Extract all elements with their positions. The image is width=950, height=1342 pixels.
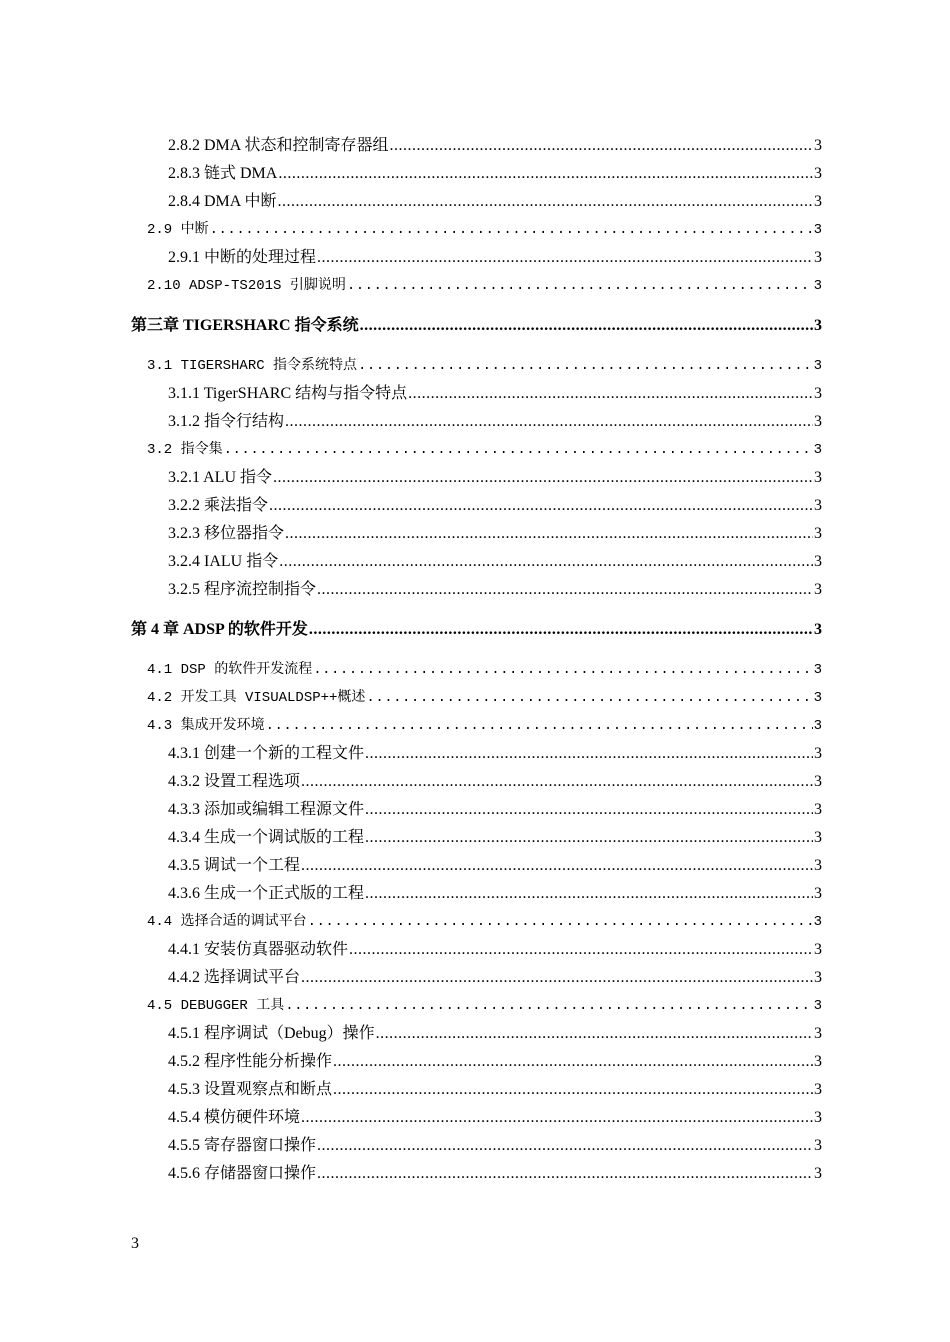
toc-dot-leader <box>285 410 813 434</box>
toc-dot-leader <box>308 910 813 934</box>
toc-entry[interactable] <box>131 314 822 338</box>
toc-entry[interactable] <box>147 218 822 242</box>
toc-entry-page: 3 <box>814 1081 822 1098</box>
toc-entry-page: 3 <box>814 385 822 402</box>
toc-dot-leader <box>317 1134 813 1158</box>
toc-entry-title: 2.9.1 中断的处理过程 <box>168 249 317 266</box>
toc-entry[interactable] <box>168 770 822 794</box>
toc-entry[interactable] <box>147 994 822 1018</box>
toc-entry-page: 3 <box>814 553 822 570</box>
toc-dot-leader <box>365 798 813 822</box>
toc-entry-title: 3.2.1 ALU 指令 <box>168 469 273 486</box>
toc-dot-leader <box>408 382 813 406</box>
toc-entry-title: 4.3 集成开发环境 <box>147 718 265 734</box>
toc-dot-leader <box>285 994 812 1018</box>
toc-entry-title: 4.5 DEBUGGER 工具 <box>147 998 285 1014</box>
toc-entry-page: 3 <box>814 1137 822 1154</box>
toc-entry[interactable] <box>168 162 822 186</box>
toc-entry-title: 4.3.6 生成一个正式版的工程 <box>168 885 365 902</box>
toc-entry-title: 4.5.6 存储器窗口操作 <box>168 1165 317 1182</box>
toc-entry-title: 3.2 指令集 <box>147 442 223 458</box>
toc-entry-page: 3 <box>813 690 822 706</box>
toc-entry-page: 3 <box>814 621 822 638</box>
toc-entry-title: 4.4.1 安装仿真器驱动软件 <box>168 941 349 958</box>
toc-entry-page: 3 <box>814 885 822 902</box>
toc-dot-leader <box>317 578 813 602</box>
toc-entry[interactable] <box>168 134 822 158</box>
toc-dot-leader <box>309 618 813 642</box>
toc-dot-leader <box>365 742 813 766</box>
toc-dot-leader <box>279 550 813 574</box>
toc-entry[interactable] <box>147 354 822 378</box>
toc-entry-page: 3 <box>813 718 822 734</box>
toc-entry-title: 4.2 开发工具 VISUALDSP++概述 <box>147 690 366 706</box>
toc-entry-page: 3 <box>813 278 822 294</box>
toc-entry-title: 3.2.4 IALU 指令 <box>168 553 279 570</box>
toc-dot-leader <box>210 218 813 242</box>
toc-entry-page: 3 <box>814 525 822 542</box>
toc-entry[interactable] <box>168 1050 822 1074</box>
toc-entry-page: 3 <box>814 969 822 986</box>
toc-entry-title: 4.4 选择合适的调试平台 <box>147 914 307 930</box>
toc-entry-title: 4.3.5 调试一个工程 <box>168 857 301 874</box>
toc-entry[interactable] <box>168 382 822 406</box>
toc-dot-leader <box>365 826 813 850</box>
toc-entry[interactable] <box>168 938 822 962</box>
toc-dot-leader <box>360 314 813 338</box>
toc-entry[interactable] <box>168 410 822 434</box>
toc-entry[interactable] <box>168 966 822 990</box>
toc-dot-leader <box>224 438 813 462</box>
toc-entry-title: 3.2.2 乘法指令 <box>168 497 269 514</box>
toc-entry-title: 2.10 ADSP-TS201S 引脚说明 <box>147 278 346 294</box>
toc-dot-leader <box>317 1162 813 1186</box>
toc-dot-leader <box>376 1022 813 1046</box>
toc-entry[interactable] <box>147 658 822 682</box>
toc-entry-title: 第 4 章 ADSP 的软件开发 <box>131 621 308 638</box>
toc-entry[interactable] <box>168 1022 822 1046</box>
toc-dot-leader <box>358 354 813 378</box>
toc-entry-page: 3 <box>814 829 822 846</box>
toc-entry-page: 3 <box>814 1109 822 1126</box>
toc-dot-leader <box>269 494 813 518</box>
toc-entry[interactable] <box>168 578 822 602</box>
toc-entry[interactable] <box>168 466 822 490</box>
toc-entry-page: 3 <box>813 358 822 374</box>
toc-dot-leader <box>278 162 813 186</box>
toc-entry-page: 3 <box>814 137 822 154</box>
toc-entry-title: 4.3.2 设置工程选项 <box>168 773 301 790</box>
toc-entry-title: 3.1.1 TigerSHARC 结构与指令特点 <box>168 385 408 402</box>
toc-entry-page: 3 <box>814 1053 822 1070</box>
toc-entry-title: 4.1 DSP 的软件开发流程 <box>147 662 313 678</box>
toc-entry-page: 3 <box>814 581 822 598</box>
toc-entry-title: 3.1.2 指令行结构 <box>168 413 285 430</box>
toc-entry-title: 4.5.4 模仿硬件环境 <box>168 1109 301 1126</box>
toc-entry-title: 4.4.2 选择调试平台 <box>168 969 301 986</box>
toc-dot-leader <box>273 466 813 490</box>
toc-dot-leader <box>366 686 812 710</box>
toc-dot-leader <box>301 1106 813 1130</box>
toc-dot-leader <box>285 522 813 546</box>
toc-entry-page: 3 <box>813 914 822 930</box>
toc-dot-leader <box>333 1050 813 1074</box>
toc-entry[interactable] <box>131 618 822 642</box>
toc-entry[interactable] <box>168 190 822 214</box>
toc-entry[interactable] <box>168 798 822 822</box>
toc-dot-leader <box>317 246 813 270</box>
toc-dot-leader <box>349 938 813 962</box>
toc-entry-title: 4.5.3 设置观察点和断点 <box>168 1081 333 1098</box>
toc-entry-page: 3 <box>814 857 822 874</box>
toc-dot-leader <box>301 966 813 990</box>
toc-entry[interactable] <box>168 494 822 518</box>
toc-entry[interactable] <box>168 550 822 574</box>
toc-dot-leader <box>365 882 813 906</box>
toc-entry[interactable] <box>147 686 822 710</box>
toc-entry-title: 2.8.4 DMA 中断 <box>168 193 277 210</box>
toc-entry[interactable] <box>168 1162 822 1186</box>
toc-entry-title: 4.3.4 生成一个调试版的工程 <box>168 829 365 846</box>
toc-entry-page: 3 <box>814 801 822 818</box>
toc-entry[interactable] <box>168 742 822 766</box>
toc-entry[interactable] <box>147 438 822 462</box>
toc-entry-title: 3.2.5 程序流控制指令 <box>168 581 317 598</box>
toc-entry[interactable] <box>147 714 822 738</box>
toc-entry[interactable] <box>147 910 822 934</box>
toc-entry-title: 4.5.2 程序性能分析操作 <box>168 1053 333 1070</box>
toc-entry-page: 3 <box>814 745 822 762</box>
toc-entry[interactable] <box>168 1078 822 1102</box>
toc-entry[interactable] <box>168 1106 822 1130</box>
toc-entry[interactable] <box>168 1134 822 1158</box>
toc-entry-page: 3 <box>814 1165 822 1182</box>
toc-dot-leader <box>389 134 813 158</box>
toc-entry[interactable] <box>168 246 822 270</box>
toc-entry-title: 第三章 TIGERSHARC 指令系统 <box>131 317 359 334</box>
toc-entry-page: 3 <box>813 662 822 678</box>
toc-entry-page: 3 <box>813 998 822 1014</box>
toc-entry[interactable] <box>168 522 822 546</box>
toc-entry-page: 3 <box>813 442 822 458</box>
toc-dot-leader <box>277 190 813 214</box>
toc-dot-leader <box>333 1078 813 1102</box>
toc-entry-title: 2.8.3 链式 DMA <box>168 165 278 182</box>
toc-entry[interactable] <box>168 882 822 906</box>
toc-entry-title: 2.9 中断 <box>147 222 209 238</box>
toc-entry-title: 4.5.5 寄存器窗口操作 <box>168 1137 317 1154</box>
toc-entry-page: 3 <box>813 222 822 238</box>
toc-dot-leader <box>266 714 813 738</box>
toc-entry-title: 4.5.1 程序调试（Debug）操作 <box>168 1025 375 1042</box>
toc-entry-page: 3 <box>814 497 822 514</box>
toc-entry-page: 3 <box>814 165 822 182</box>
toc-entry-page: 3 <box>814 469 822 486</box>
toc-entry-title: 3.2.3 移位器指令 <box>168 525 285 542</box>
toc-entry-page: 3 <box>814 941 822 958</box>
toc-dot-leader <box>347 274 813 298</box>
toc-entry[interactable] <box>168 854 822 878</box>
toc-entry-title: 4.3.1 创建一个新的工程文件 <box>168 745 365 762</box>
toc-entry-page: 3 <box>814 773 822 790</box>
toc-entry-page: 3 <box>814 249 822 266</box>
page-number: 3 <box>131 1235 139 1252</box>
toc-entry-title: 3.1 TIGERSHARC 指令系统特点 <box>147 358 358 374</box>
toc-dot-leader <box>301 770 813 794</box>
toc-entry[interactable] <box>147 274 822 298</box>
toc-entry-title: 2.8.2 DMA 状态和控制寄存器组 <box>168 137 389 154</box>
toc-entry-page: 3 <box>814 193 822 210</box>
toc-dot-leader <box>301 854 813 878</box>
toc-entry-title: 4.3.3 添加或编辑工程源文件 <box>168 801 365 818</box>
toc-entry-page: 3 <box>814 1025 822 1042</box>
toc-entry[interactable] <box>168 826 822 850</box>
toc-dot-leader <box>313 658 812 682</box>
toc-entry-page: 3 <box>814 317 822 334</box>
toc-entry-page: 3 <box>814 413 822 430</box>
